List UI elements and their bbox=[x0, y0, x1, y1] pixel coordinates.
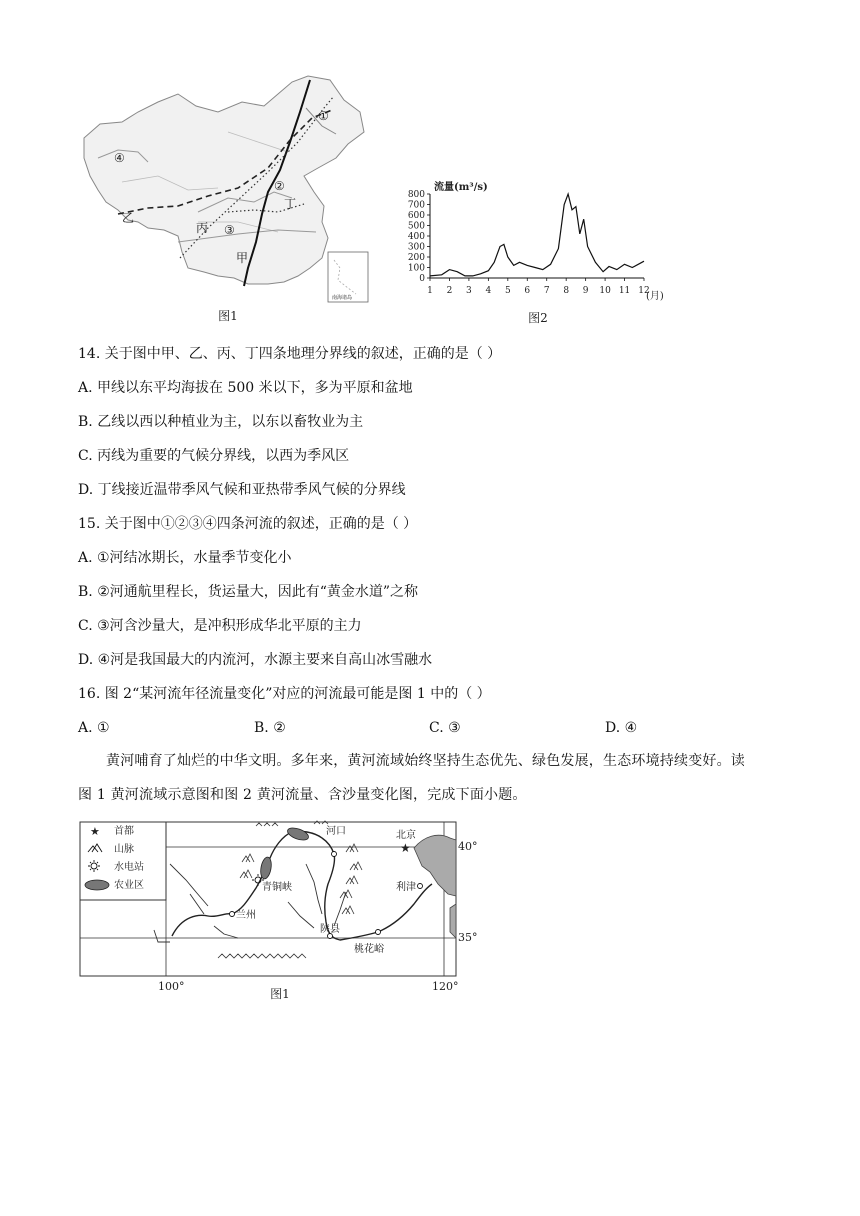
chart-ylabel: 流量(m³/s) bbox=[434, 182, 488, 193]
passage-line-2: 图 1 黄河流域示意图和图 2 黄河流量、含沙量变化图，完成下面小题。 bbox=[78, 787, 527, 803]
label-bing: 丙 bbox=[196, 221, 209, 235]
question-15-option-c: C. ③河含沙量大，是冲积形成华北平原的主力 bbox=[78, 618, 362, 634]
beijing-star-icon: ★ bbox=[400, 841, 411, 855]
label-river-1: ① bbox=[318, 109, 329, 123]
question-16-option-c: C. ③ bbox=[429, 720, 461, 736]
y-tick-label: 500 bbox=[407, 221, 425, 232]
question-14-option-a: A. 甲线以东平均海拔在 500 米以下，多为平原和盆地 bbox=[78, 380, 413, 396]
lat-35-label: 35° bbox=[458, 931, 478, 944]
x-tick-label: 4 bbox=[485, 286, 492, 296]
legend-label-mountain: 山脉 bbox=[114, 844, 134, 855]
place-beijing: 北京 bbox=[396, 830, 416, 841]
y-tick-label: 800 bbox=[407, 190, 425, 200]
question-16-option-d: D. ④ bbox=[605, 720, 638, 736]
label-yi: 乙 bbox=[122, 211, 135, 225]
discharge-series-line bbox=[430, 194, 644, 276]
question-14-option-c: C. 丙线为重要的气候分界线，以西为季风区 bbox=[78, 448, 350, 464]
x-tick-label: 10 bbox=[599, 286, 611, 296]
label-river-2: ② bbox=[274, 179, 285, 193]
y-tick-label: 300 bbox=[407, 242, 425, 253]
place-taohuayu: 桃花峪 bbox=[354, 944, 384, 955]
x-tick-label: 2 bbox=[446, 286, 453, 296]
chart-xunit: (月) bbox=[646, 291, 664, 302]
lat-40-label: 40° bbox=[458, 840, 478, 853]
label-jia: 甲 bbox=[236, 251, 249, 265]
y-tick-label: 100 bbox=[407, 263, 425, 274]
question-14-option-d: D. 丁线接近温带季风气候和亚热带季风气候的分界线 bbox=[78, 482, 406, 498]
x-tick-label: 6 bbox=[524, 286, 531, 296]
passage-line-1: 黄河哺育了灿烂的中华文明。多年来，黄河流域始终坚持生态优先、绿色发展，生态环境持续变好。读 bbox=[106, 753, 745, 769]
question-15-option-b: B. ②河通航里程长，货运量大，因此有“黄金水道”之称 bbox=[78, 584, 419, 600]
question-14-option-b: B. 乙线以西以种植业为主，以东以畜牧业为主 bbox=[78, 414, 364, 430]
x-tick-label: 5 bbox=[504, 286, 511, 296]
x-tick-label: 9 bbox=[582, 286, 589, 296]
x-tick-label: 8 bbox=[563, 286, 570, 296]
question-14-stem: 14. 关于图中甲、乙、丙、丁四条地理分界线的叙述，正确的是（ ） bbox=[78, 346, 502, 362]
place-lanzhou: 兰州 bbox=[236, 910, 256, 921]
yellow-river-map bbox=[78, 818, 498, 1004]
y-tick-label: 400 bbox=[407, 232, 425, 242]
question-15-option-a: A. ①河结冰期长，水量季节变化小 bbox=[78, 550, 292, 566]
yellow-river-map-caption: 图1 bbox=[270, 987, 290, 1001]
inset-label: 南海诸岛 bbox=[332, 295, 353, 301]
label-river-4: ④ bbox=[114, 151, 125, 165]
y-tick-label: 200 bbox=[407, 253, 425, 263]
question-16-option-b: B. ② bbox=[254, 720, 286, 736]
x-tick-label: 11 bbox=[618, 286, 631, 296]
farmland-icon bbox=[85, 880, 109, 890]
x-tick-label: 7 bbox=[543, 286, 550, 296]
question-15-stem: 15. 关于图中①②③④四条河流的叙述，正确的是（ ） bbox=[78, 516, 418, 532]
y-tick-label: 0 bbox=[419, 274, 425, 284]
y-tick-label: 700 bbox=[407, 200, 425, 211]
fig2-caption: 图2 bbox=[528, 311, 548, 325]
place-hekou: 河口 bbox=[326, 826, 346, 837]
legend-label-capital: 首都 bbox=[114, 826, 134, 837]
place-shanxian: 陕县 bbox=[320, 924, 340, 935]
china-map-figure bbox=[78, 72, 378, 322]
china-outline bbox=[84, 76, 364, 284]
question-16-stem: 16. 图 2“某河流年径流量变化”对应的河流最可能是图 1 中的（ ） bbox=[78, 686, 491, 702]
place-lijin: 利津 bbox=[396, 882, 416, 893]
x-tick-label: 12 bbox=[638, 286, 650, 296]
y-tick-label: 600 bbox=[407, 211, 425, 221]
lon-120-label: 120° bbox=[432, 980, 459, 993]
x-tick-label: 1 bbox=[427, 286, 433, 296]
label-ding: 丁 bbox=[284, 197, 297, 211]
label-river-3: ③ bbox=[224, 223, 235, 237]
lon-100-label: 100° bbox=[158, 980, 185, 993]
x-tick-label: 3 bbox=[466, 286, 472, 296]
discharge-chart bbox=[400, 180, 664, 328]
question-16-option-a: A. ① bbox=[78, 720, 110, 736]
legend-label-farmland: 农业区 bbox=[114, 880, 144, 891]
star-icon: ★ bbox=[90, 825, 100, 838]
place-qingtongxia: 青铜峡 bbox=[262, 882, 292, 893]
legend-label-hydropower: 水电站 bbox=[114, 862, 144, 873]
fig1-caption: 图1 bbox=[218, 309, 238, 323]
question-15-option-d: D. ④河是我国最大的内流河，水源主要来自高山冰雪融水 bbox=[78, 652, 433, 668]
